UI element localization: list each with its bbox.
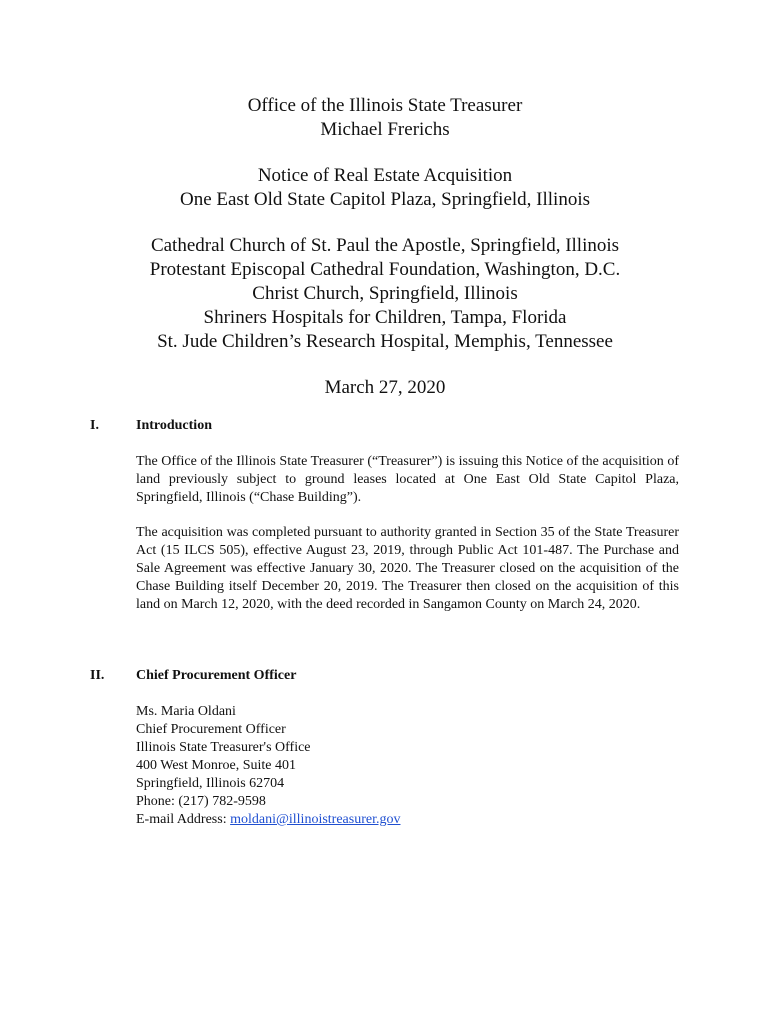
- party-item: Protestant Episcopal Cathedral Foundation, Washington, D.C.: [149, 259, 621, 280]
- party-item: Cathedral Church of St. Paul the Apostle, Springfield, Illinois: [150, 235, 620, 256]
- date-text: March 27, 2020: [324, 377, 446, 398]
- contact-city: Springfield, Illinois 62704: [136, 776, 285, 791]
- party-item: St. Jude Children’s Research Hospital, Memphis, Tennessee: [157, 331, 613, 352]
- contact-title: Chief Procurement Officer: [136, 722, 286, 737]
- section-number: I.: [90, 418, 99, 433]
- section-number: II.: [90, 668, 105, 683]
- intro-paragraph-1: The Office of the Illinois State Treasurer (“Treasurer”) is issuing this Notice of the acquisition of land previously subject to ground leases located at One East Old State Capitol Plaza, Springfield, Illinois (“Chase Building”).: [136, 454, 679, 505]
- party-item: Shriners Hospitals for Children, Tampa, Florida: [203, 307, 567, 328]
- document-title-block: [0, 94, 770, 142]
- office-name: Office of the Illinois State Treasurer: [247, 95, 523, 116]
- contact-name: Ms. Maria Oldani: [136, 704, 236, 719]
- notice-title: Notice of Real Estate Acquisition: [257, 165, 513, 186]
- contact-block: [136, 703, 400, 829]
- notice-title-block: [0, 164, 770, 212]
- property-address: One East Old State Capitol Plaza, Springfield, Illinois: [179, 189, 591, 210]
- email-label: E-mail Address:: [136, 812, 231, 827]
- parties-list: [0, 234, 770, 354]
- contact-phone: Phone: (217) 782-9598: [136, 794, 266, 809]
- email-link[interactable]: moldani@illinoistreasurer.gov: [230, 812, 401, 827]
- party-item: Christ Church, Springfield, Illinois: [252, 283, 518, 304]
- contact-email-row: [136, 811, 400, 829]
- contact-street: 400 West Monroe, Suite 401: [136, 758, 296, 773]
- section-heading-introduction: Introduction: [136, 418, 212, 433]
- treasurer-name: Michael Frerichs: [320, 119, 450, 140]
- notice-date: [0, 376, 770, 400]
- section-heading-procurement: Chief Procurement Officer: [136, 668, 297, 683]
- contact-office: Illinois State Treasurer's Office: [136, 740, 311, 755]
- intro-paragraph-2: The acquisition was completed pursuant to authority granted in Section 35 of the State Treasurer Act (15 ILCS 505), effective August 23, 2019, through Public Act 101-487. The Purchase and Sale Agreement was effective January 30, 2020. The Treasurer closed on the acquisition of the Chase Building itself December 20, 2019. The Treasurer then closed on the acquisition of this land on March 12, 2020, with the deed recorded in Sangamon County on March 24, 2020.: [136, 525, 679, 612]
